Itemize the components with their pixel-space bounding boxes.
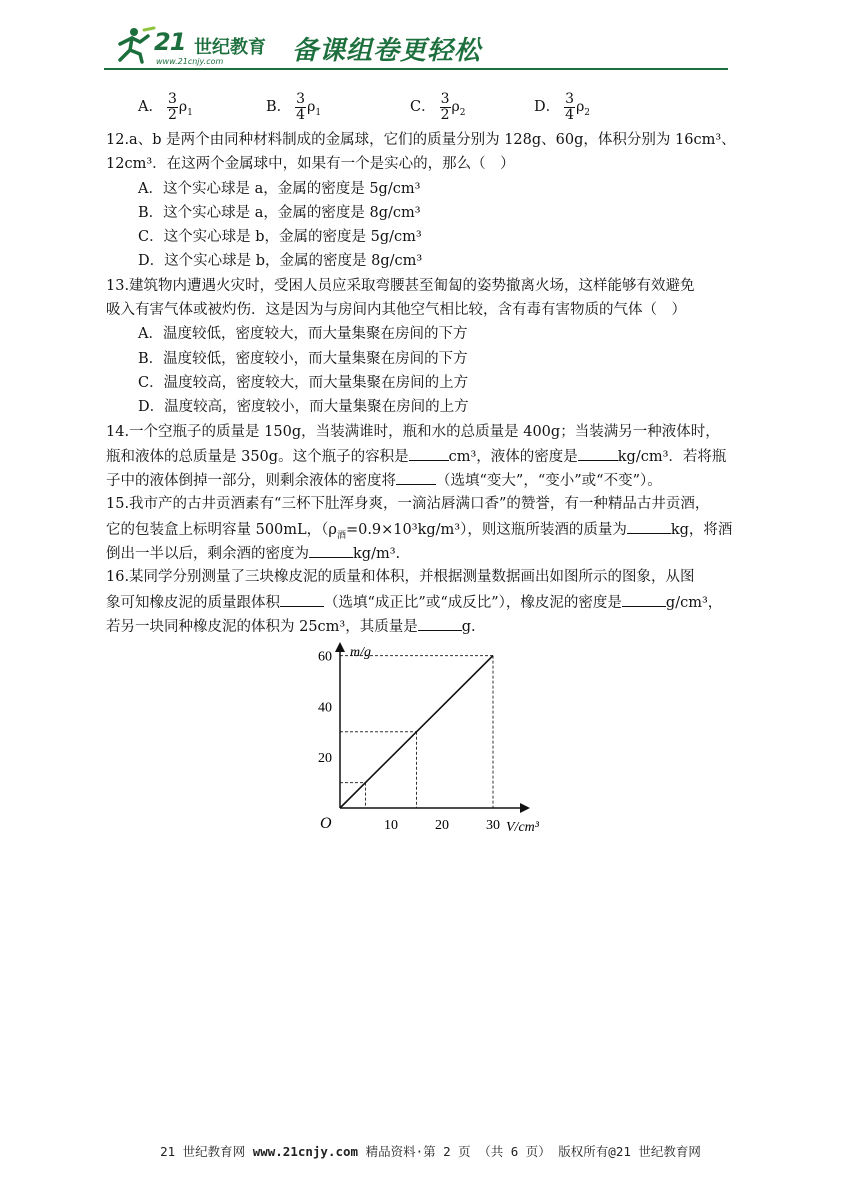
denominator: 2 [167, 107, 177, 123]
logo-number: 21 [154, 28, 186, 56]
q13-stem-line1: 13.建筑物内遭遇火灾时，受困人员应采取弯腰甚至匍匐的姿势撤离火场，这样能够有效避免 [106, 277, 695, 294]
q14-text: 瓶和液体的总质量是 350g。这个瓶子的容积是 [106, 448, 409, 465]
q14-text: kg/cm³．若将瓶 [617, 448, 727, 465]
rho: ρ [451, 99, 460, 116]
fraction [295, 92, 306, 123]
q11-option-c [410, 92, 466, 123]
header-slogan: 备课组卷更轻松 [292, 36, 482, 66]
fraction [440, 92, 451, 123]
q11-option-b [266, 92, 321, 123]
q15-line1: 15.我市产的古井贡酒素有“三杯下肚浑身爽，一滴沾唇满口香”的赞誉，有一种精品古井贡酒， [106, 496, 710, 513]
answer-blank[interactable] [409, 444, 449, 461]
answer-blank[interactable] [280, 590, 324, 607]
answer-blank[interactable] [396, 468, 436, 485]
rho-subscript: 2 [459, 108, 466, 119]
q16-text: g/cm³， [665, 594, 723, 611]
logo-url: www.21cnjy.com [156, 57, 224, 66]
q14-text: cm³，液体的密度是 [448, 448, 578, 465]
q14-line2 [106, 444, 738, 468]
q13-option-c: C．温度较高，密度较大，而大量集聚在房间的上方 [138, 374, 469, 391]
x-tick-label-0: 10 [384, 818, 398, 833]
y-tick-label-0: 20 [318, 751, 332, 767]
y-tick-label-1: 40 [318, 700, 332, 716]
q12-option-d: D．这个实心球是 b，金属的密度是 8g/cm³ [138, 253, 423, 270]
q16-line1: 16.某同学分别测量了三块橡皮泥的质量和体积，并根据测量数据画出如图所示的图象，从图 [106, 569, 695, 586]
q15-line3 [106, 541, 738, 565]
answer-blank[interactable] [418, 614, 462, 631]
rho: ρ [178, 99, 188, 116]
y-axis-label: m/g [350, 645, 371, 660]
q14-line1: 14.一个空瓶子的质量是 150g，当装满谁时，瓶和水的总质量是 400g；当装满另一种液体时， [106, 423, 720, 440]
rho-subscript: 2 [584, 108, 591, 119]
q13-option-a: A．温度较低，密度较大，而大量集聚在房间的下方 [138, 326, 468, 343]
answer-blank[interactable] [578, 444, 618, 461]
numerator: 3 [440, 91, 450, 107]
rho-symbol [307, 95, 321, 119]
q12-option-c: C．这个实心球是 b，金属的密度是 5g/cm³ [138, 229, 422, 246]
q14-line3 [106, 468, 738, 492]
q12-option-b: B．这个实心球是 a，金属的密度是 8g/cm³ [138, 204, 421, 221]
rho-symbol [576, 95, 590, 119]
q14-text: （选填“变大”，“变小”或“不变”）。 [436, 473, 662, 490]
logo-text: 世纪教育 [194, 37, 266, 58]
q15-text: =0.9×10³kg/m³），则这瓶所装酒的质量为 [345, 521, 627, 538]
runner-logo-icon [112, 26, 156, 64]
q16-text: 象可知橡皮泥的质量跟体积 [106, 594, 280, 611]
q13-stem-line2: 吸入有害气体或被灼伤．这是因为与房间内其他空气相比较，含有毒有害物质的气体（ ） [106, 302, 686, 319]
x-tick-label-1: 20 [435, 818, 449, 833]
footer-page-info: 精品资料·第 2 页 （共 6 页） 版权所有@21 世纪教育网 [358, 1144, 701, 1159]
q16-line2 [106, 590, 738, 614]
rho-symbol [452, 95, 466, 119]
option-letter: D． [534, 99, 561, 116]
numerator: 3 [565, 91, 575, 107]
answer-blank[interactable] [627, 517, 671, 534]
question-content [106, 91, 738, 638]
q11-options [118, 92, 738, 128]
q16-text: （选填“成正比”或“成反比”），橡皮泥的密度是 [324, 594, 622, 611]
origin-label: O [320, 815, 332, 832]
mass-volume-graph [306, 642, 556, 838]
option-letter: B． [266, 99, 292, 116]
footer-text: 21 世纪教育网 [160, 1144, 253, 1159]
fraction [564, 92, 575, 123]
answer-blank[interactable] [622, 590, 666, 607]
numerator: 3 [167, 91, 177, 107]
q15-text: 它的包装盒上标明容量 500mL，（ρ [106, 521, 337, 538]
option-letter: A． [138, 99, 163, 116]
fraction [167, 92, 178, 123]
q15-text: kg/m³. [353, 546, 401, 563]
q14-text: 子中的液体倒掉一部分，则剩余液体的密度将 [106, 473, 396, 490]
answer-blank[interactable] [309, 541, 353, 558]
q12-option-a: A．这个实心球是 a，金属的密度是 5g/cm³ [138, 180, 421, 197]
q16-text: 若另一块同种橡皮泥的体积为 25cm³，其质量是 [106, 618, 418, 635]
numerator: 3 [296, 91, 306, 107]
denominator: 2 [440, 107, 450, 123]
page-header [104, 22, 728, 72]
q16-text: g. [461, 618, 476, 635]
q12-stem-line1: 12.a、b 是两个由同种材料制成的金属球，它们的质量分别为 128g、60g，体积分别为 16cm³、 [106, 132, 736, 148]
rho-subscript: 1 [187, 108, 193, 119]
q12-stem-line2: 12cm³．在这两个金属球中，如果有一个是实心的，那么（ ） [106, 156, 515, 173]
q15-text: kg，将酒 [670, 521, 733, 538]
rho: ρ [307, 99, 316, 116]
q13-option-b: B．温度较低，密度较小，而大量集聚在房间的下方 [138, 350, 468, 367]
q11-option-d [534, 92, 590, 123]
rho-symbol [179, 95, 193, 119]
denominator: 4 [565, 107, 575, 123]
footer-site-link[interactable]: www.21cnjy.com [252, 1144, 359, 1159]
rho-subscript: 酒 [336, 530, 346, 541]
header-divider [104, 68, 728, 70]
q15-line2 [106, 517, 738, 541]
x-axis-label: V/cm³ [506, 820, 539, 835]
rho: ρ [576, 99, 585, 116]
x-axis-arrow-icon [520, 803, 530, 813]
x-tick-label-2: 30 [486, 818, 500, 833]
page-footer [0, 1142, 861, 1160]
q11-option-a [138, 92, 193, 123]
denominator: 4 [296, 107, 306, 123]
q15-text: 倒出一半以后，剩余酒的密度为 [106, 546, 309, 563]
option-letter: C． [410, 99, 436, 116]
y-tick-label-2: 60 [318, 649, 332, 665]
rho-subscript: 1 [315, 108, 322, 119]
q16-line3 [106, 614, 738, 638]
y-axis-arrow-icon [335, 642, 345, 652]
q13-option-d: D．温度较高，密度较小，而大量集聚在房间的上方 [138, 399, 469, 416]
